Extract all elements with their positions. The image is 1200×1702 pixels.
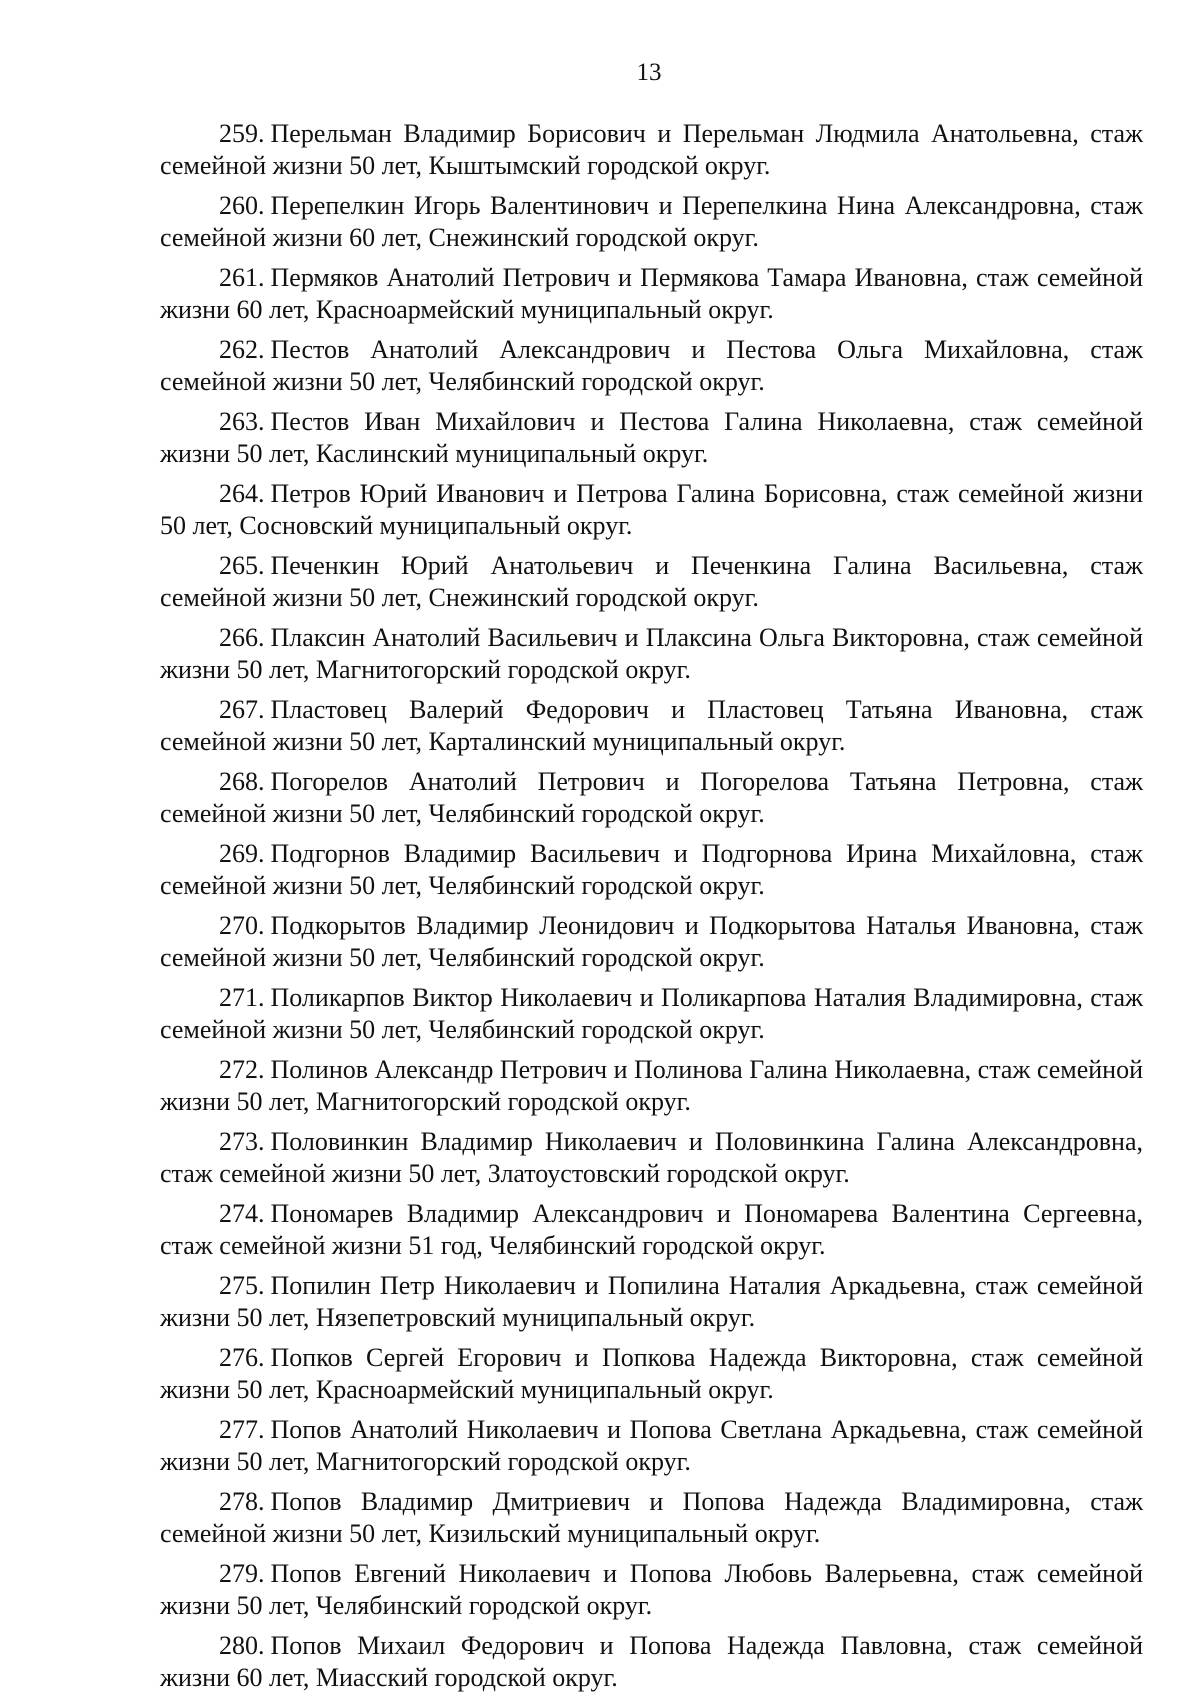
entry-number: 278. (219, 1487, 265, 1516)
entry-number: 265. (219, 551, 265, 580)
entry-text: Полинов Александр Петрович и Полинова Галина Николаевна, стаж семейной жизни 50 лет, Магнитогорский городской округ. (160, 1055, 1144, 1116)
entry-text: Пестов Анатолий Александрович и Пестова Ольга Михайловна, стаж семейной жизни 50 лет, Челябинский городской округ. (160, 335, 1143, 396)
list-item (160, 694, 1143, 758)
list-item (160, 334, 1143, 398)
entry-text: Пермяков Анатолий Петрович и Пермякова Тамара Ивановна, стаж семейной жизни 60 лет, Красноармейский муниципальный округ. (160, 263, 1143, 324)
list-item (160, 766, 1143, 830)
list-item (160, 1342, 1143, 1406)
entry-number: 262. (219, 335, 265, 364)
entry-text: Петров Юрий Иванович и Петрова Галина Борисовна, стаж семейной жизни 50 лет, Сосновский муниципальный округ. (160, 479, 1143, 540)
list-item (160, 406, 1143, 470)
entry-number: 267. (219, 695, 265, 724)
entry-text: Попов Анатолий Николаевич и Попова Светлана Аркадьевна, стаж семейной жизни 50 лет, Магнитогорский городской округ. (160, 1415, 1143, 1476)
entry-number: 280. (219, 1631, 265, 1660)
entry-text: Половинкин Владимир Николаевич и Половинкина Галина Александровна, стаж семейной жизни 50 лет, Златоустовский городской округ. (160, 1127, 1143, 1188)
entry-text: Попов Михаил Федорович и Попова Надежда Павловна, стаж семейной жизни 60 лет, Миасский городской округ. (160, 1631, 1143, 1692)
entry-number: 269. (219, 839, 265, 868)
entry-number: 279. (219, 1559, 265, 1588)
entry-number: 261. (219, 263, 265, 292)
entry-number: 268. (219, 767, 265, 796)
list-item (160, 1054, 1143, 1118)
entry-list (160, 118, 1143, 1702)
entry-text: Перельман Владимир Борисович и Перельман Людмила Анатольевна, стаж семейной жизни 50 лет, Кыштымский городской округ. (160, 119, 1143, 180)
entry-number: 271. (219, 983, 265, 1012)
entry-text: Пластовец Валерий Федорович и Пластовец Татьяна Ивановна, стаж семейной жизни 50 лет, Карталинский муниципальный округ. (160, 695, 1143, 756)
list-item (160, 478, 1143, 542)
entry-number: 273. (219, 1127, 265, 1156)
entry-number: 277. (219, 1415, 265, 1444)
list-item (160, 1270, 1143, 1334)
entry-text: Подгорнов Владимир Васильевич и Подгорнова Ирина Михайловна, стаж семейной жизни 50 лет, Челябинский городской округ. (160, 839, 1143, 900)
entry-text: Попилин Петр Николаевич и Попилина Наталия Аркадьевна, стаж семейной жизни 50 лет, Нязепетровский муниципальный округ. (160, 1271, 1143, 1332)
entry-number: 274. (219, 1199, 265, 1228)
list-item (160, 910, 1143, 974)
entry-number: 272. (219, 1055, 265, 1084)
list-item (160, 550, 1143, 614)
list-item (160, 622, 1143, 686)
entry-text: Плаксин Анатолий Васильевич и Плаксина Ольга Викторовна, стаж семейной жизни 50 лет, Магнитогорский городской округ. (160, 623, 1143, 684)
entry-number: 259. (219, 119, 265, 148)
entry-number: 275. (219, 1271, 265, 1300)
list-item (160, 1198, 1143, 1262)
page-number: 13 (636, 59, 662, 86)
entry-text: Попков Сергей Егорович и Попкова Надежда Викторовна, стаж семейной жизни 50 лет, Красноармейский муниципальный округ. (160, 1343, 1143, 1404)
list-item (160, 1558, 1143, 1622)
entry-number: 260. (219, 191, 265, 220)
list-item (160, 982, 1143, 1046)
entry-text: Погорелов Анатолий Петрович и Погорелова Татьяна Петровна, стаж семейной жизни 50 лет, Челябинский городской округ. (160, 767, 1143, 828)
list-item (160, 1630, 1143, 1694)
entry-text: Печенкин Юрий Анатольевич и Печенкина Галина Васильевна, стаж семейной жизни 50 лет, Снежинский городской округ. (160, 551, 1143, 612)
list-item (160, 118, 1143, 182)
entry-number: 264. (219, 479, 265, 508)
list-item (160, 190, 1143, 254)
list-item (160, 1486, 1143, 1550)
list-item (160, 1414, 1143, 1478)
list-item (160, 838, 1143, 902)
entry-text: Поликарпов Виктор Николаевич и Поликарпова Наталия Владимировна, стаж семейной жизни 50 лет, Челябинский городской округ. (160, 983, 1143, 1044)
entry-text: Перепелкин Игорь Валентинович и Перепелкина Нина Александровна, стаж семейной жизни 60 лет, Снежинский городской округ. (160, 191, 1143, 252)
entry-text: Пестов Иван Михайлович и Пестова Галина Николаевна, стаж семейной жизни 50 лет, Каслинский муниципальный округ. (160, 407, 1143, 468)
entry-text: Пономарев Владимир Александрович и Пономарева Валентина Сергеевна, стаж семейной жизни 51 год, Челябинский городской округ. (160, 1199, 1143, 1260)
entry-text: Подкорытов Владимир Леонидович и Подкорытова Наталья Ивановна, стаж семейной жизни 50 лет, Челябинский городской округ. (160, 911, 1143, 972)
entry-number: 276. (219, 1343, 265, 1372)
entry-number: 270. (219, 911, 265, 940)
list-item (160, 262, 1143, 326)
entry-number: 266. (219, 623, 265, 652)
entry-number: 263. (219, 407, 265, 436)
list-item (160, 1126, 1143, 1190)
entry-text: Попов Владимир Дмитриевич и Попова Надежда Владимировна, стаж семейной жизни 50 лет, Кизильский муниципальный округ. (160, 1487, 1143, 1548)
entry-text: Попов Евгений Николаевич и Попова Любовь Валерьевна, стаж семейной жизни 50 лет, Челябинский городской округ. (160, 1559, 1143, 1620)
